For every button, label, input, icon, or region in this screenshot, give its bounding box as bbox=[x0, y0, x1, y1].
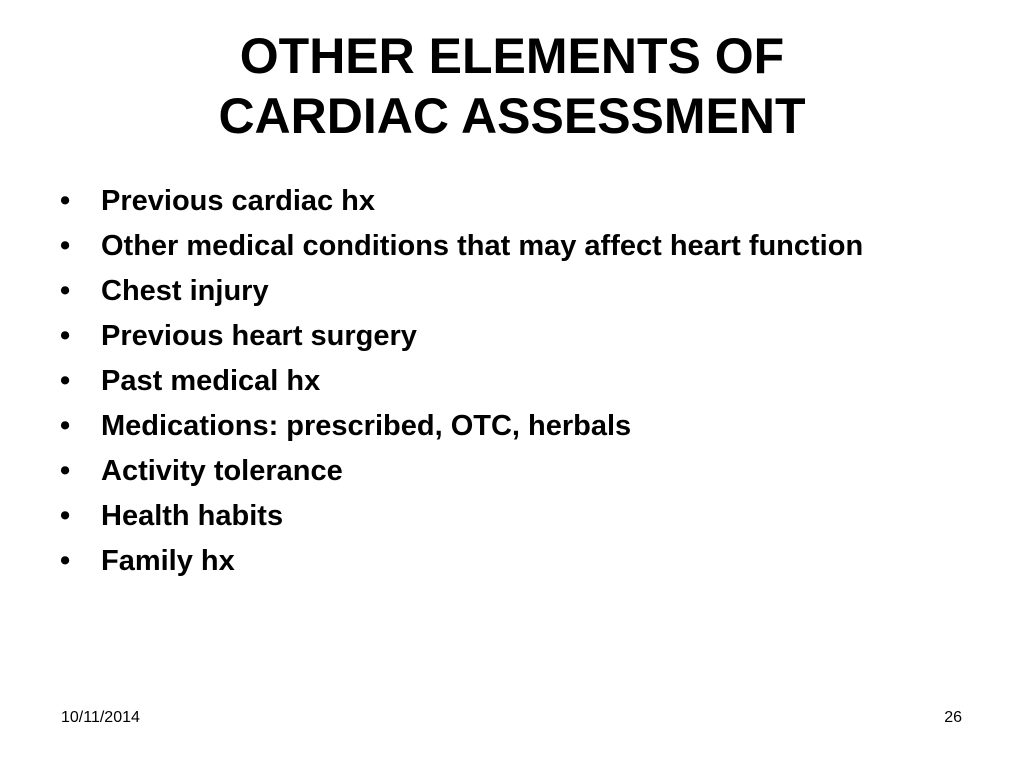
list-item-text: Family hx bbox=[101, 545, 235, 577]
bullet-list bbox=[60, 183, 940, 588]
bullet-icon: • bbox=[60, 365, 71, 397]
list-item-text: Medications: prescribed, OTC, herbals bbox=[101, 410, 632, 442]
list-item bbox=[60, 363, 940, 399]
bullet-icon: • bbox=[60, 230, 71, 262]
bullet-icon: • bbox=[60, 455, 71, 487]
slide-title-line-1: OTHER ELEMENTS OF bbox=[239, 28, 785, 84]
list-item-text: Previous cardiac hx bbox=[101, 185, 376, 217]
bullet-icon: • bbox=[60, 275, 71, 307]
bullet-icon: • bbox=[60, 410, 71, 442]
bullet-icon: • bbox=[60, 320, 71, 352]
slide-title-line-2: CARDIAC ASSESSMENT bbox=[218, 88, 806, 144]
list-item bbox=[60, 273, 940, 309]
list-item-text: Previous heart surgery bbox=[101, 320, 417, 352]
list-item bbox=[60, 183, 940, 219]
list-item-text: Health habits bbox=[101, 500, 284, 532]
footer-page-number: 26 bbox=[944, 709, 962, 726]
list-item-text: Chest injury bbox=[101, 275, 269, 307]
list-item-text: Activity tolerance bbox=[101, 455, 343, 487]
list-item bbox=[60, 318, 940, 354]
slide-title bbox=[60, 26, 964, 146]
bullet-icon: • bbox=[60, 500, 71, 532]
list-item bbox=[60, 498, 940, 534]
list-item bbox=[60, 228, 940, 264]
list-item-text: Past medical hx bbox=[101, 365, 321, 397]
list-item bbox=[60, 453, 940, 489]
list-item bbox=[60, 543, 940, 579]
bullet-icon: • bbox=[60, 545, 71, 577]
list-item bbox=[60, 408, 940, 444]
list-item-text: Other medical conditions that may affect heart function bbox=[101, 230, 864, 262]
bullet-icon: • bbox=[60, 185, 71, 217]
footer-date: 10/11/2014 bbox=[61, 709, 140, 726]
